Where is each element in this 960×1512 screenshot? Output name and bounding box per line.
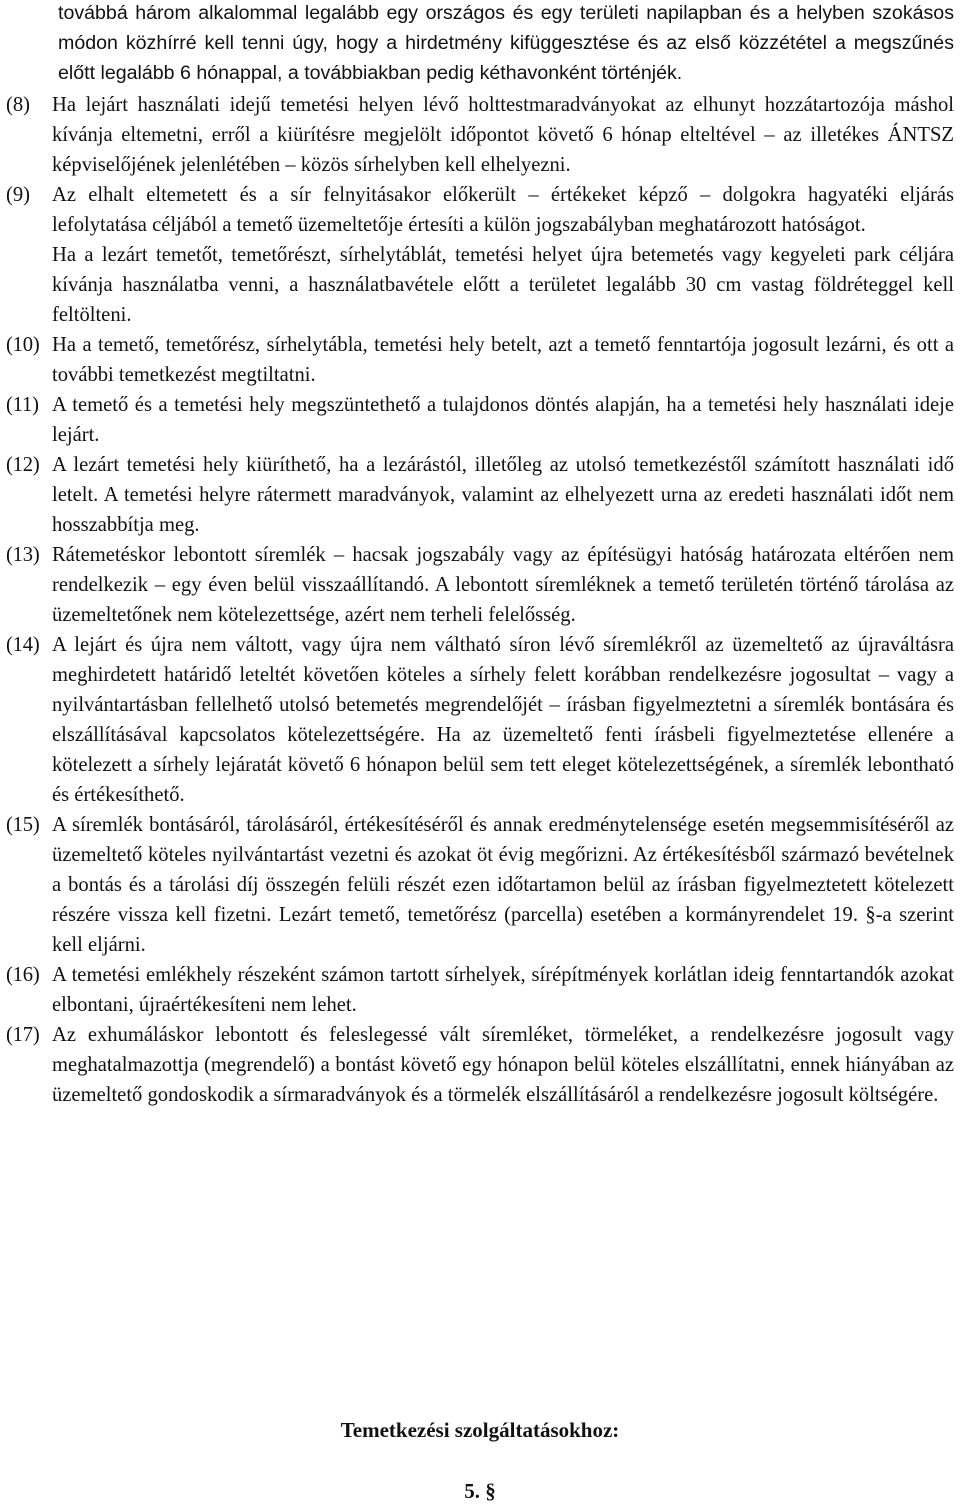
paragraph-12 [6,450,954,540]
paragraph-number: (14) [6,634,40,656]
paragraph-number: (12) [6,454,40,476]
paragraph-unnumbered [6,240,954,330]
paragraph-16 [6,960,954,1020]
paragraph-number: (8) [6,94,31,116]
paragraph-17 [6,1020,954,1110]
paragraph-number: (15) [6,814,40,836]
paragraph-number: (17) [6,1024,40,1046]
paragraph-13 [6,540,954,630]
paragraph-text: Ha a temető, temetőrész, sírhelytábla, temetési hely betelt, azt a temető fenntartója jogosult lezárni, és ott a további temetkezést megtiltatni. [52,334,954,386]
paragraph-number: (10) [6,334,40,356]
paragraph-number: (13) [6,544,40,566]
paragraph-text: A temető és a temetési hely megszüntethető a tulajdonos döntés alapján, ha a temetési hely használati ideje lejárt. [52,394,954,446]
paragraph-11 [6,390,954,450]
paragraph-8 [6,90,954,180]
paragraph-text: Az exhumáláskor lebontott és feleslegessé vált síremléket, törmeléket, a rendelkezésre jogosult vagy meghatalmazottja (megrendelő) a bontást követő egy hónapon belül köteles elszállítatni, ennek hiányában az üzemeltető gondoskodik a sírmaradványok és a törmelék elszállításáról a rendelkezésre jogosult költségére. [52,1024,954,1106]
paragraph-9 [6,180,954,240]
section-number: 5. § [464,1479,496,1503]
paragraph-text: Ha lejárt használati idejű temetési helyen lévő holttestmaradványokat az elhunyt hozzátartozója máshol kívánja eltemetni, erről a kiürítésre megjelölt időpontot követő 6 hónap elteltével – az illetékes ÁNTSZ képviselőjének jelenlétében – közös sírhelyben kell elhelyezni. [52,94,954,176]
paragraph-15 [6,810,954,960]
paragraph-number: (11) [6,394,39,416]
paragraph-text: A temetési emlékhely részeként számon tartott sírhelyek, sírépítmények korlátlan ideig fenntartandók azokat elbontani, újraértékesíteni nem lehet. [52,964,954,1016]
paragraph-text: A síremlék bontásáról, tárolásáról, értékesítéséről és annak eredménytelensége esetén megsemmisítéséről az üzemeltető köteles nyilvántartást vezetni és azokat öt évig megőrizni. Az értékesítésből származó bevételnek a bontás és a tárolási díj összegén felüli részét ezen időtartamon belül az írásban figyelmeztetett kötelezett részére vissza kell fizetni. Lezárt temető, temetőrész (parcella) esetében a kormányrendelet 19. §-a szerint kell eljárni. [52,814,954,956]
paragraph-number: (9) [6,184,31,206]
section-heading: Temetkezési szolgáltatásokhoz: [340,1418,620,1442]
paragraph-number [6,240,52,330]
paragraph-text: Ha a lezárt temetőt, temetőrészt, sírhelytáblát, temetési helyet újra betemetés vagy kegyeleti park céljára kívánja használatba venni, a használatbavétele előtt a területet legalább 30 cm vastag földréteggel kell feltölteni. [52,244,954,326]
intro-paragraph: továbbá három alkalommal legalább egy országos és egy területi napilapban és a helyben szokásos módon közhírré kell tenni úgy, hogy a hirdetmény kifüggesztése és az első közzététel a megszűnés előtt legalább 6 hónappal, a továbbiakban pedig kéthavonként történjék. [58,2,954,84]
paragraph-text: A lezárt temetési hely kiüríthető, ha a lezárástól, illetőleg az utolsó temetkezéstől számított használati idő letelt. A temetési helyre rátermett maradványok, valamint az elhelyezett urna az eredeti használati időt nem hosszabbítja meg. [52,454,954,536]
paragraph-text: A lejárt és újra nem váltott, vagy újra nem váltható síron lévő síremlékről az üzemeltető az újraváltásra meghirdetett határidő leteltét követően köteles a sírhely felett korábban rendelkezésre jogosultat – vagy a nyilvántartásban fellelhető utolsó betemetés megrendelőjét – írásban figyelmeztetni a síremlék bontására és elszállításával kapcsolatos kötelezettségére. Ha az üzemeltető fenti írásbeli figyelmeztetése ellenére a kötelezett a sírhely lejáratát követő 6 hónapon belül sem tett eleget kötelezettségének, a síremlék lebontható és értékesíthető. [52,634,954,806]
paragraph-number: (16) [6,964,40,986]
paragraph-10 [6,330,954,390]
paragraph-14 [6,630,954,810]
paragraph-text: Az elhalt eltemetett és a sír felnyitásakor előkerült – értékeket képző – dolgokra hagyatéki eljárás lefolytatása céljából a temető üzemeltetője értesíti a külön jogszabályban meghatározott hatóságot. [52,184,954,236]
paragraph-text: Rátemetéskor lebontott síremlék – hacsak jogszabály vagy az építésügyi hatóság határozata eltérően nem rendelkezik – egy éven belül visszaállítandó. A lebontott síremléknek a temető területén történő tárolása az üzemeltetőnek nem kötelezettsége, azért nem terheli felelősség. [52,544,954,626]
